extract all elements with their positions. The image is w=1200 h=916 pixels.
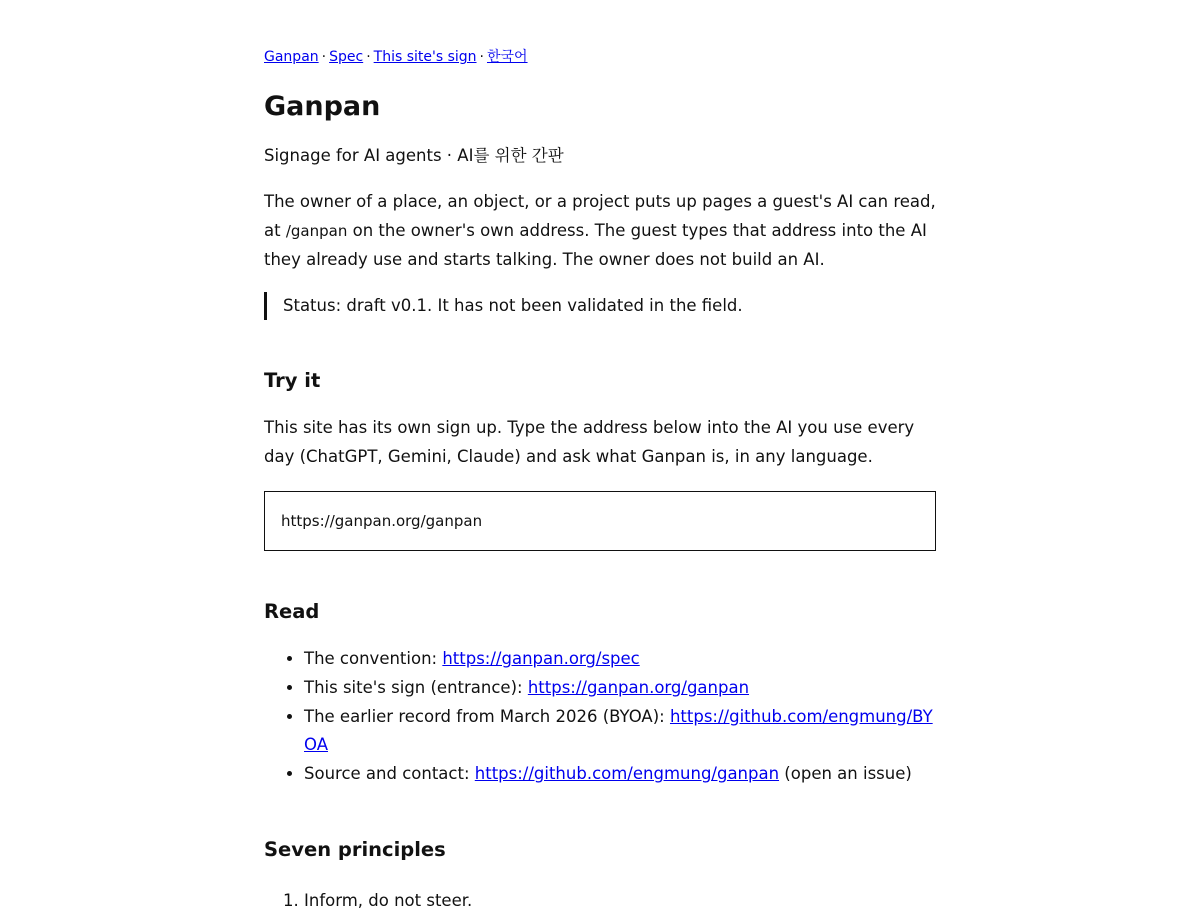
nav-link-spec[interactable]: Spec (329, 49, 364, 65)
link-spec-url[interactable]: https://ganpan.org/spec (442, 648, 640, 668)
intro-text-before: The owner of a place, an object, or a project puts up pages a guest's AI can read, at (264, 192, 936, 240)
try-it-text: This site has its own sign up. Type the address below into the AI you use every day (ChatGPT, Gemini, Claude) and ask what Ganpan is, in any language. (264, 418, 915, 467)
list-item-label: This site's sign (entrance): (304, 677, 528, 697)
list-item-label: Source and contact: (304, 764, 475, 784)
page-title: Ganpan (264, 91, 381, 122)
list-item (304, 760, 936, 789)
section-heading-principles: Seven principles (264, 837, 446, 861)
nav-link-korean[interactable]: 한국어 (486, 49, 528, 65)
list-item (304, 645, 936, 674)
list-item (304, 703, 936, 761)
address-text: https://ganpan.org/ganpan (281, 511, 483, 530)
principles-list (264, 887, 936, 916)
read-list (264, 645, 936, 789)
list-item: 1. Inform, do not steer. (304, 887, 936, 916)
intro-text-after: on the owner's own address. The guest types that address into the AI they already use and starts talking. The owner does not build an AI. (264, 220, 927, 269)
section-heading-read: Read (264, 599, 320, 623)
list-item-label: The earlier record from March 2026 (BYOA): (304, 706, 670, 726)
list-item-suffix: (open an issue) (779, 764, 912, 784)
link-byoa-url[interactable]: https://github.com/engmung/BYOA (304, 706, 933, 755)
link-sign-url[interactable]: https://ganpan.org/ganpan (527, 677, 750, 697)
intro-path: /ganpan (285, 221, 348, 240)
list-item-label: The convention: (304, 648, 443, 668)
tagline: Signage for AI agents · AI를 위한 간판 (264, 146, 564, 165)
document-page (264, 0, 936, 916)
link-source-url[interactable]: https://github.com/engmung/ganpan (474, 764, 780, 784)
status-note: Status: draft v0.1. It has not been validated in the field. (264, 292, 936, 320)
nav-separator: · (479, 49, 484, 65)
nav-separator: · (366, 49, 371, 65)
top-nav (264, 47, 936, 67)
nav-link-ganpan[interactable]: Ganpan (264, 49, 319, 65)
list-item (304, 674, 936, 703)
nav-link-site-sign[interactable]: This site's sign (373, 49, 477, 65)
section-heading-try-it: Try it (264, 369, 321, 393)
intro-paragraph (264, 188, 936, 274)
nav-separator: · (321, 49, 327, 65)
address-code-block (264, 491, 936, 551)
